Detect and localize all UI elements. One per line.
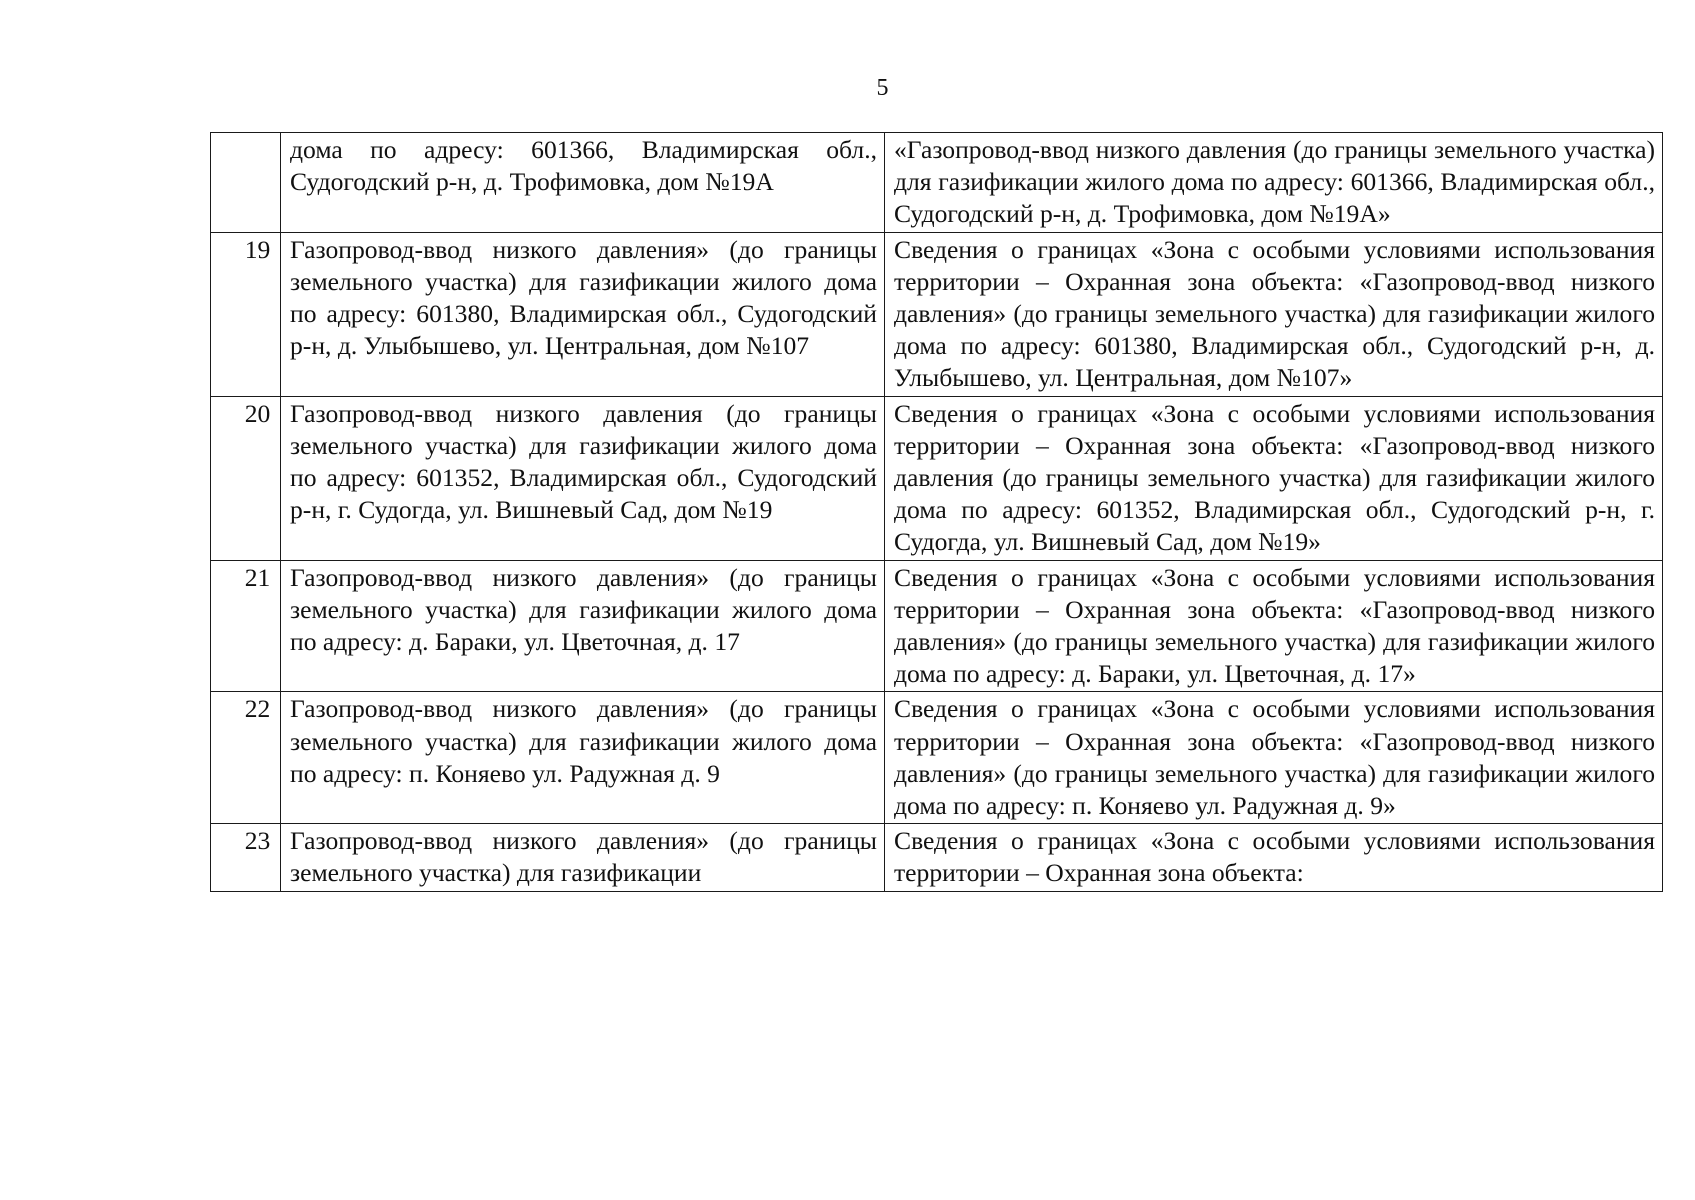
zone-info-cell: Сведения о границах «Зона с особыми условиями использования территории – Охранная зона объекта: «Газопровод-ввод низкого давления» (до границы земельного участка) для газификации жилого дома по адресу: д. Бараки, ул. Цветочная, д. 17» [885, 560, 1663, 692]
table-row [211, 560, 1663, 692]
row-number-cell: 22 [211, 692, 281, 824]
table-row [211, 133, 1663, 233]
zone-info-cell: «Газопровод-ввод низкого давления (до границы земельного участка) для газификации жилого дома по адресу: 601366, Владимирская обл., Судогодский р-н, д. Трофимовка, дом №19А» [885, 133, 1663, 233]
gas-pipeline-table [210, 132, 1663, 892]
zone-info-cell: Сведения о границах «Зона с особыми условиями использования территории – Охранная зона объекта: [885, 824, 1663, 891]
object-name-cell: Газопровод-ввод низкого давления» (до границы земельного участка) для газификации жилого дома по адресу: п. Коняево ул. Радужная д. 9 [281, 692, 885, 824]
row-number-cell: 19 [211, 232, 281, 396]
zone-info-cell: Сведения о границах «Зона с особыми условиями использования территории – Охранная зона объекта: «Газопровод-ввод низкого давления (до границы земельного участка) для газификации жилого дома по адресу: 601352, Владимирская обл., Судогодский р-н, г. Судогда, ул. Вишневый Сад, дом №19» [885, 396, 1663, 560]
table-row [211, 824, 1663, 891]
page-number: 5 [876, 75, 889, 101]
row-number-cell: 23 [211, 824, 281, 891]
object-name-cell: Газопровод-ввод низкого давления (до границы земельного участка) для газификации жилого дома по адресу: 601352, Владимирская обл., Судогодский р-н, г. Судогда, ул. Вишневый Сад, дом №19 [281, 396, 885, 560]
object-name-cell: Газопровод-ввод низкого давления» (до границы земельного участка) для газификации [281, 824, 885, 891]
table-row [211, 396, 1663, 560]
table-row [211, 232, 1663, 396]
table-row [211, 692, 1663, 824]
object-name-cell: Газопровод-ввод низкого давления» (до границы земельного участка) для газификации жилого дома по адресу: 601380, Владимирская обл., Судогодский р-н, д. Улыбышево, ул. Центральная, дом №107 [281, 232, 885, 396]
row-number-cell: 21 [211, 560, 281, 692]
object-name-cell: Газопровод-ввод низкого давления» (до границы земельного участка) для газификации жилого дома по адресу: д. Бараки, ул. Цветочная, д. 17 [281, 560, 885, 692]
zone-info-cell: Сведения о границах «Зона с особыми условиями использования территории – Охранная зона объекта: «Газопровод-ввод низкого давления» (до границы земельного участка) для газификации жилого дома по адресу: 601380, Владимирская обл., Судогодский р-н, д. Улыбышево, ул. Центральная, дом №107» [885, 232, 1663, 396]
zone-info-cell: Сведения о границах «Зона с особыми условиями использования территории – Охранная зона объекта: «Газопровод-ввод низкого давления» (до границы земельного участка) для газификации жилого дома по адресу: п. Коняево ул. Радужная д. 9» [885, 692, 1663, 824]
row-number-cell [211, 133, 281, 233]
row-number-cell: 20 [211, 396, 281, 560]
object-name-cell: дома по адресу: 601366, Владимирская обл., Судогодский р-н, д. Трофимовка, дом №19А [281, 133, 885, 233]
